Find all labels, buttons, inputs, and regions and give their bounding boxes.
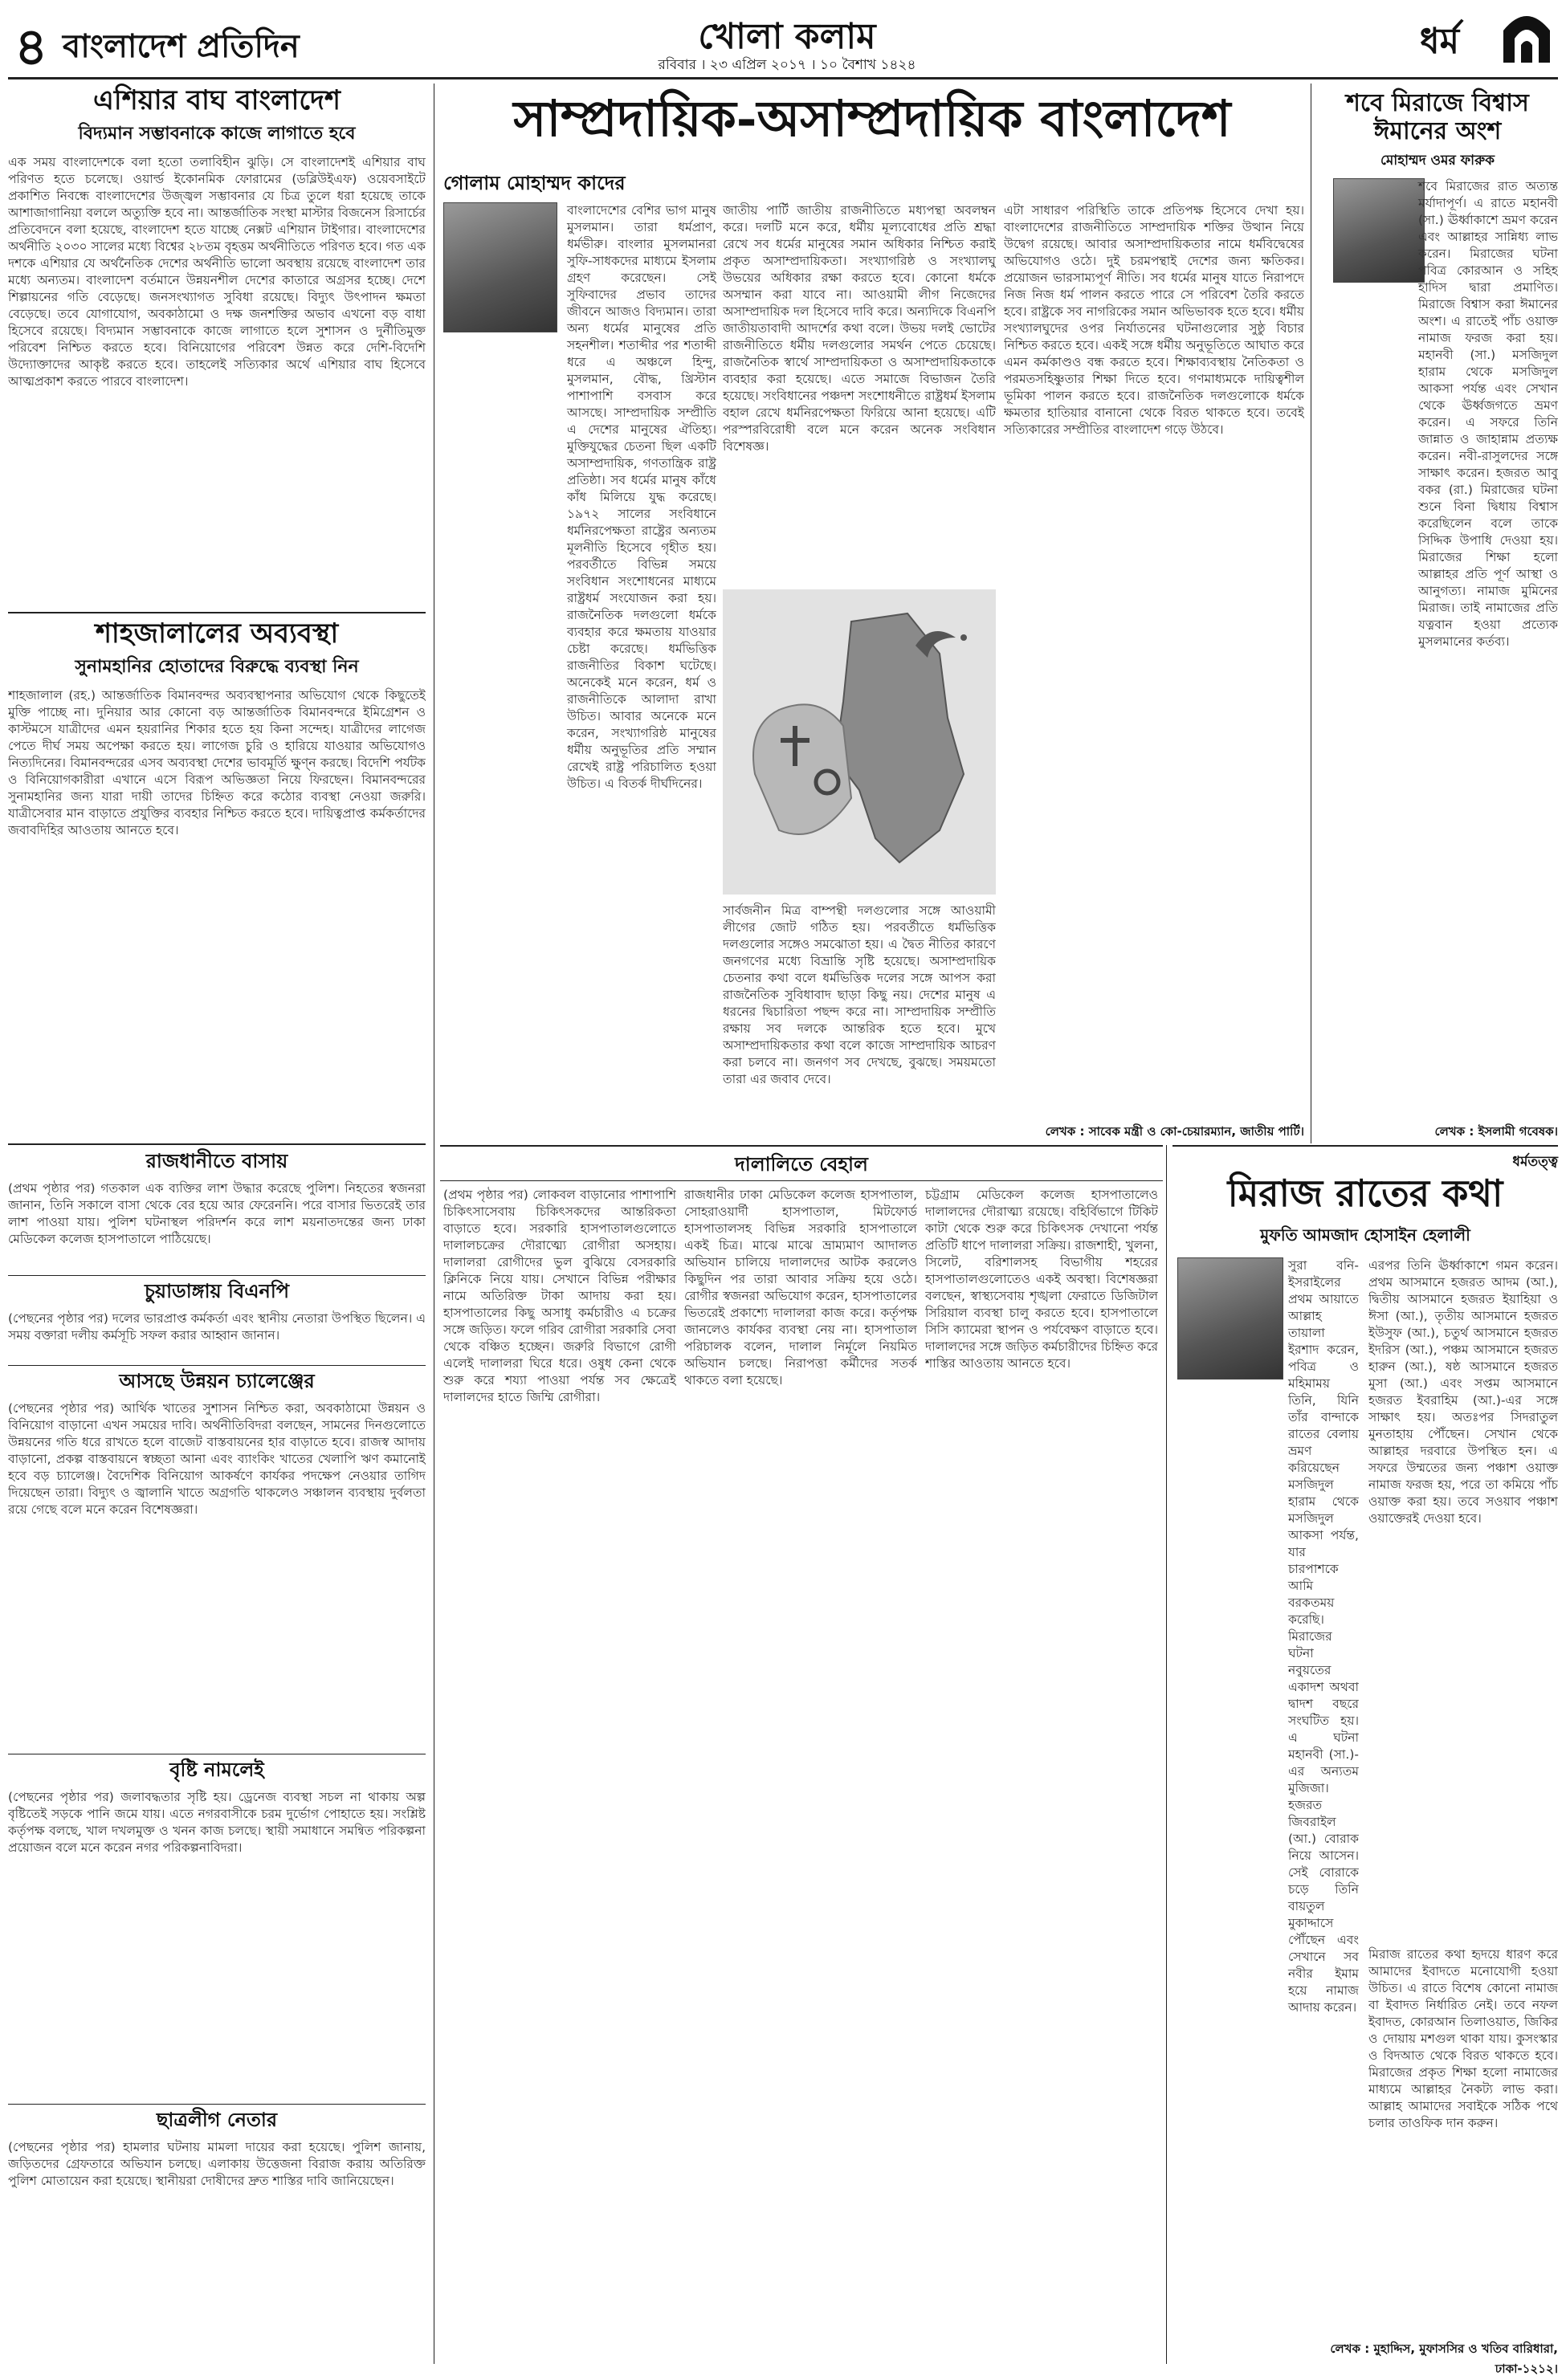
article-title: এশিয়ার বাঘ বাংলাদেশ (92, 84, 341, 116)
article-subtitle: বিদ্যমান সম্ভাবনাকে কাজে লাগাতে হবে (78, 123, 356, 145)
article-body: শবে মিরাজের রাত অত্যন্ত মর্যাদাপূর্ণ। এ রাতে মহানবী (সা.) ঊর্ধ্বাকাশে ভ্রমণ করেন এবং আল্লাহর সান্নিধ্য লাভ করেন। মিরাজের ঘটনা পবিত্র কোরআন ও সহিহ হাদিস দ্বারা প্রমাণিত। মিরাজে বিশ্বাস করা ঈমানের অংশ। এ রাতেই পাঁচ ওয়াক্ত নামাজ ফরজ করা হয়। মহানবী (সা.) মসজিদুল হারাম থেকে মসজিদুল আকসা পর্যন্ত এবং সেখান থেকে ঊর্ধ্বজগতে ভ্রমণ করেন। এ সফরে তিনি জান্নাত ও জাহান্নাম প্রত্যক্ষ করেন। নবী-রাসুলদের সঙ্গে সাক্ষাৎ করেন। হজরত আবু বকর (রা.) মিরাজের ঘটনা শুনে বিনা দ্বিধায় বিশ্বাস করেছিলেন বলে তাকে সিদ্দিক উপাধি দেওয়া হয়। মিরাজের শিক্ষা হলো আল্লাহর প্রতি পূর্ণ আস্থা ও আনুগত্য। নামাজ মুমিনের মিরাজ। তাই নামাজের প্রতি যত্নবান হওয়া প্রত্যেক মুসলমানের কর্তব্য। (1418, 179, 1558, 649)
article-subtitle: সুনামহানির হোতাদের বিরুদ্ধে ব্যবস্থা নিন (75, 656, 359, 678)
article-body: এরপর তিনি ঊর্ধ্বাকাশে গমন করেন। প্রথম আসমানে হজরত আদম (আ.), দ্বিতীয় আসমানে হজরত ইয়াহিয়া ও ঈসা (আ.), তৃতীয় আসমানে হজরত ইউসুফ (আ.), চতুর্থ আসমানে হজরত ইদরিস (আ.), পঞ্চম আসমানে হজরত হারুন (আ.), ষষ্ঠ আসমানে হজরত মুসা (আ.) এবং সপ্তম আসমানে হজরত ইবরাহিম (আ.)-এর সঙ্গে সাক্ষাৎ হয়। অতঃপর সিদরাতুল মুনতাহায় পৌঁছেন। সেখান থেকে আল্লাহর দরবারে উপস্থিত হন। এ সফরে উম্মতের জন্য পঞ্চাশ ওয়াক্ত নামাজ ফরজ হয়, পরে তা কমিয়ে পাঁচ ওয়াক্ত করা হয়। তবে সওয়াব পঞ্চাশ ওয়াক্তেরই দেওয়া হবে। (1368, 1258, 1558, 1526)
news-body: (পেছনের পৃষ্ঠার পর) আর্থিক খাতের সুশাসন নিশ্চিত করা, অবকাঠামো উন্নয়ন ও বিনিয়োগ বাড়ানো এখন সময়ের দাবি। অর্থনীতিবিদরা বলছেন, সামনের দিনগুলোতে উন্নয়নের গতি ধরে রাখতে হলে বাজেট বাস্তবায়নের হার বাড়াতে হবে। রাজস্ব আদায় বাড়ানো, প্রকল্প বাস্তবায়নে স্বচ্ছতা আনা এবং ব্যাংকিং খাতের খেলাপি ঋণ কমানোই হবে বড় চ্যালেঞ্জ। বৈদেশিক বিনিয়োগ আকর্ষণে কার্যকর পদক্ষেপ নেওয়ার তাগিদ দিয়েছেন তারা। বিদ্যুৎ ও জ্বালানি খাতে অগ্রগতি থাকলেও সঞ্চালন ব্যবস্থায় দুর্বলতা রয়ে গেছে বলে মনে করেন বিশেষজ্ঞরা। (8, 1401, 426, 1517)
article-body: মিরাজ রাতের কথা হৃদয়ে ধারণ করে আমাদের ইবাদতে মনোযোগী হওয়া উচিত। এ রাতে বিশেষ কোনো নামাজ বা ইবাদত নির্ধারিত নেই। তবে নফল ইবাদত, কোরআন তিলাওয়াত, জিকির ও দোয়ায় মশগুল থাকা যায়। কুসংস্কার ও বিদআত থেকে বিরত থাকতে হবে। মিরাজের প্রকৃত শিক্ষা হলো নামাজের মাধ্যমে আল্লাহর নৈকট্য লাভ করা। আল্লাহ আমাদের সবাইকে সঠিক পথে চলার তাওফিক দান করুন। (1368, 1947, 1558, 2130)
news-body: (পেছনের পৃষ্ঠার পর) হামলার ঘটনায় মামলা দায়ের করা হয়েছে। পুলিশ জানায়, জড়িতদের গ্রেফতারে অভিযান চলছে। এলাকায় উত্তেজনা বিরাজ করায় অতিরিক্ত পুলিশ মোতায়েন করা হয়েছে। স্থানীয়রা দোষীদের দ্রুত শাস্তির দাবি জানিয়েছেন। (8, 2140, 426, 2188)
illustration (723, 589, 996, 895)
news-body: (প্রথম পৃষ্ঠার পর) লোকবল বাড়ানোর পাশাপাশি চিকিৎসাসেবায় চিকিৎসকদের আন্তরিকতা বাড়াতে হবে। সরকারি হাসপাতালগুলোতে দালালচক্রের দৌরাত্ম্যে রোগীরা অসহায়। দালালরা রোগীদের ভুল বুঝিয়ে বেসরকারি ক্লিনিকে নিয়ে যায়। সেখানে বিভিন্ন পরীক্ষার নামে অতিরিক্ত টাকা আদায় করা হয়। হাসপাতালের কিছু অসাধু কর্মচারীও এ চক্রের সঙ্গে জড়িত। ফলে গরিব রোগীরা সরকারি সেবা থেকে বঞ্চিত হচ্ছেন। জরুরি বিভাগে রোগী এলেই দালালরা ঘিরে ধরে। ওষুধ কেনা থেকে শুরু করে শয্যা পাওয়া পর্যন্ত সব ক্ষেত্রেই দালালদের হাতে জিম্মি রোগীরা। (443, 1188, 676, 1404)
news-title: দালালিতে বেহাল (735, 1152, 868, 1176)
news-title: চুয়াডাঙ্গায় বিএনপি (144, 1279, 289, 1302)
news-title: রাজধানীতে বাসায় (145, 1149, 288, 1172)
article-body: শাহজালাল (রহ.) আন্তর্জাতিক বিমানবন্দর অব্যবস্থাপনার অভিযোগ থেকে কিছুতেই মুক্তি পাচ্ছে না। দুনিয়ার আর কোনো বড় আন্তর্জাতিক বিমানবন্দরে ইমিগ্রেশন ও কাস্টমসে যাত্রীদের এমন হয়রানির শিকার হতে হয় কিনা সন্দেহ। যাত্রীদের লাগেজ পেতে দীর্ঘ সময় অপেক্ষা করতে হয়। লাগেজ চুরি ও হারিয়ে যাওয়ার অভিযোগও নিত্যদিনের। বিমানবন্দরের এসব অব্যবস্থা দেশের ভাবমূর্তি ক্ষুণ্ন করছে। বিদেশি পর্যটক ও বিনিয়োগকারীরা এখানে এসে বিরূপ অভিজ্ঞতা নিয়ে ফিরছেন। বিমানবন্দরের সুনামহানির জন্য যারা দায়ী তাদের চিহ্নিত করে কঠোর ব্যবস্থা নেওয়া জরুরি। যাত্রীসেবার মান বাড়াতে প্রযুক্তির ব্যবহার নিশ্চিত করতে হবে। দায়িত্বপ্রাপ্ত কর্মকর্তাদের জবাবদিহির আওতায় আনতে হবে। (8, 688, 426, 837)
author-byline: মোহাম্মদ ওমর ফারুক (1380, 153, 1495, 169)
news-body: (প্রথম পৃষ্ঠার পর) গতকাল এক ব্যক্তির লাশ উদ্ধার করেছে পুলিশ। নিহতের স্বজনরা জানান, তিনি সকালে বাসা থেকে বের হয়ে আর ফেরেননি। পরে বাসার ভিতরেই তার লাশ পাওয়া যায়। পুলিশ ঘটনাস্থল পরিদর্শন করে লাশ ময়নাতদন্তের জন্য ঢাকা মেডিকেল কলেজ হাসপাতালে পাঠিয়েছে। (8, 1181, 426, 1246)
right-section-title: ধর্ম (1420, 21, 1460, 62)
news-title: ছাত্রলীগ নেতার (156, 2108, 278, 2131)
news-body: চট্টগ্রাম মেডিকেল কলেজ হাসপাতালেও দালালদের দৌরাত্ম্য রয়েছে। বহির্বিভাগে টিকিট কাটা থেকে শুরু করে চিকিৎসক দেখানো পর্যন্ত প্রতিটি ধাপে দালালরা সক্রিয়। রাজশাহী, খুলনা, সিলেট, বরিশালসহ বিভাগীয় শহরের হাসপাতালগুলোতেও একই অবস্থা। বিশেষজ্ঞরা বলছেন, স্বাস্থ্যসেবায় শৃঙ্খলা ফেরাতে ডিজিটাল সিরিয়াল ব্যবস্থা চালু করতে হবে। হাসপাতালে সিসি ক্যামেরা স্থাপন ও পর্যবেক্ষণ বাড়াতে হবে। দালালদের সঙ্গে জড়িত কর্মচারীদের চিহ্নিত করে শাস্তির আওতায় আনতে হবে। (925, 1188, 1158, 1371)
author-note: লেখক : সাবেক মন্ত্রী ও কো-চেয়ারম্যান, জাতীয় পার্টি। (1045, 1124, 1304, 1139)
article-title: শাহজালালের অব্যবস্থা (95, 617, 339, 650)
news-body: রাজধানীর ঢাকা মেডিকেল কলেজ হাসপাতাল, সোহরাওয়ার্দী হাসপাতাল, মিটফোর্ড হাসপাতালসহ বিভিন্ন সরকারি হাসপাতালে একই চিত্র। মাঝে মাঝে ভ্রাম্যমাণ আদালত অভিযান চালিয়ে দালালদের আটক করলেও কিছুদিন পর তারা আবার সক্রিয় হয়ে ওঠে। রোগীর স্বজনরা অভিযোগ করেন, হাসপাতালের ভিতরেই প্রকাশ্যে দালালরা কাজ করে। কর্তৃপক্ষ জানলেও কার্যকর ব্যবস্থা নেয় না। হাসপাতাল পরিচালক বলেন, দালাল নির্মূলে নিয়মিত অভিযান চলছে। নিরাপত্তা কর্মীদের সতর্ক থাকতে বলা হয়েছে। (684, 1188, 917, 1388)
mosque-icon (1500, 6, 1553, 64)
article-body: বাংলাদেশের বেশির ভাগ মানুষ মুসলমান। তারা ধর্মপ্রাণ, ধর্মভীরু। বাংলার মুসলমানরা সুফি-সাধকদের মাধ্যমে ইসলাম গ্রহণ করেছেন। সেই সুফিবাদের প্রভাব তাদের জীবনে আজও বিদ্যমান। তারা অন্য ধর্মের মানুষের প্রতি সহনশীল। শতাব্দীর পর শতাব্দী ধরে এ অঞ্চলে হিন্দু, মুসলমান, বৌদ্ধ, খ্রিস্টান পাশাপাশি বসবাস করে আসছে। সাম্প্রদায়িক সম্প্রীতি এ দেশের মানুষের ঐতিহ্য। মুক্তিযুদ্ধের চেতনা ছিল একটি অসাম্প্রদায়িক, গণতান্ত্রিক রাষ্ট্র প্রতিষ্ঠা। সব ধর্মের মানুষ কাঁধে কাঁধ মিলিয়ে যুদ্ধ করেছে। ১৯৭২ সালের সংবিধানে ধর্মনিরপেক্ষতা রাষ্ট্রের অন্যতম মূলনীতি হিসেবে গৃহীত হয়। পরবর্তীতে বিভিন্ন সময়ে সংবিধান সংশোধনের মাধ্যমে রাষ্ট্রধর্ম সংযোজন করা হয়। রাজনৈতিক দলগুলো ধর্মকে ব্যবহার করে ক্ষমতায় যাওয়ার চেষ্টা করেছে। ধর্মভিত্তিক রাজনীতির বিকাশ ঘটেছে। অনেকেই মনে করেন, ধর্ম ও রাজনীতিকে আলাদা রাখা উচিত। আবার অনেকে মনে করেন, সংখ্যাগরিষ্ঠ মানুষের ধর্মীয় অনুভূতির প্রতি সম্মান রেখেই রাষ্ট্র পরিচালিত হওয়া উচিত। এ বিতর্ক দীর্ঘদিনের। (567, 203, 716, 791)
news-body: (পেছনের পৃষ্ঠার পর) দলের ভারপ্রাপ্ত কর্মকর্তা এবং স্থানীয় নেতারা উপস্থিত ছিলেন। এ সময় বক্তারা দলীয় কর্মসূচি সফল করার আহ্বান জানান। (8, 1311, 426, 1343)
article-title: শবে মিরাজে বিশ্বাস ঈমানের অংশ (1346, 89, 1529, 145)
page-number: ৪ (14, 17, 48, 77)
article-title: মিরাজ রাতের কথা (1227, 1172, 1503, 1215)
news-body: (পেছনের পৃষ্ঠার পর) জলাবদ্ধতার সৃষ্টি হয়। ড্রেনেজ ব্যবস্থা সচল না থাকায় অল্প বৃষ্টিতেই সড়কে পানি জমে যায়। এতে নগরবাসীকে চরম দুর্ভোগ পোহাতে হয়। সংশ্লিষ্ট কর্তৃপক্ষ বলছে, খাল দখলমুক্ত ও খনন কাজ চলছে। স্থায়ী সমাধানে সমন্বিত পরিকল্পনা প্রয়োজন বলে মনে করেন নগর পরিকল্পনাবিদরা। (8, 1790, 426, 1855)
main-headline: সাম্প্রদায়িক-অসাম্প্রদায়িক বাংলাদেশ (513, 89, 1231, 148)
article-body: জাতীয় পার্টি জাতীয় রাজনীতিতে মধ্যপন্থা অবলম্বন করে। দলটি মনে করে, ধর্মীয় মূল্যবোধের প্রতি শ্রদ্ধা রেখে সব ধর্মের মানুষের সমান অধিকার নিশ্চিত করাই প্রকৃত অসাম্প্রদায়িকতা। সংখ্যাগরিষ্ঠ ও সংখ্যালঘু উভয়ের অধিকার রক্ষা করতে হবে। কোনো ধর্মকে অসম্মান করা যাবে না। আওয়ামী লীগ নিজেদের অসাম্প্রদায়িক দল হিসেবে দাবি করে। অন্যদিকে বিএনপি জাতীয়তাবাদী আদর্শের কথা বলে। উভয় দলই ভোটের রাজনীতিতে ধর্মীয় দলগুলোর সমর্থন পেতে চেয়েছে। রাজনৈতিক স্বার্থে সাম্প্রদায়িকতা ও অসাম্প্রদায়িকতাকে ব্যবহার করা হয়েছে। এতে সমাজে বিভাজন তৈরি হয়েছে। সংবিধানের পঞ্চদশ সংশোধনীতে রাষ্ট্রধর্ম ইসলাম বহাল রেখে ধর্মনিরপেক্ষতা ফিরিয়ে আনা হয়েছে। এটি পরস্পরবিরোধী বলে মনে করেন অনেক সংবিধান বিশেষজ্ঞ। (723, 203, 996, 454)
author-note: লেখক : ইসলামী গবেষক। (1434, 1124, 1558, 1139)
article-body: সার্বজনীন মিত্র বাম্পন্থী দলগুলোর সঙ্গে আওয়ামী লীগের জোট গঠিত হয়। পরবর্তীতে ধর্মভিত্তিক দলগুলোর সঙ্গেও সমঝোতা হয়। এ দ্বৈত নীতির কারণে জনগণের মধ্যে বিভ্রান্তি সৃষ্টি হয়েছে। অসাম্প্রদায়িক চেতনার কথা বলে ধর্মভিত্তিক দলের সঙ্গে আপস করা রাজনৈতিক সুবিধাবাদ ছাড়া কিছু নয়। দেশের মানুষ এ ধরনের দ্বিচারিতা পছন্দ করে না। সাম্প্রদায়িক সম্প্রীতি রক্ষায় সব দলকে আন্তরিক হতে হবে। মুখে অসাম্প্রদায়িকতার কথা বলে কাজে সাম্প্রদায়িক আচরণ করা চলবে না। জনগণ সব দেখছে, বুঝছে। সময়মতো তারা এর জবাব দেবে। (723, 903, 996, 1086)
news-title: আসছে উন্নয়ন চ্যালেঞ্জের (119, 1369, 315, 1392)
article-body: এক সময় বাংলাদেশকে বলা হতো তলাবিহীন ঝুড়ি। সে বাংলাদেশই এশিয়ার বাঘ পরিণত হতে চলেছে। ওয়ার্ল্ড ইকোনমিক ফোরামের (ডব্লিউইএফ) ওয়েবসাইটে প্রকাশিত নিবন্ধে বাংলাদেশের উজ্জ্বল সম্ভাবনার যে চিত্র তুলে ধরা হয়েছে তাকে আশাজাগানিয়া বললে অত্যুক্তি হবে না। আন্তর্জাতিক সংস্থা মাস্টার বিজনেস রিসার্চের প্রতিবেদনে বলা হয়েছে, বাংলাদেশ হতে যাচ্ছে নেক্সট এশিয়ান টাইগার। বাংলাদেশের অর্থনীতি ২০৩০ সালের মধ্যে বিশ্বের ২৮তম বৃহত্তম অর্থনীতিতে পরিণত হবে। গত এক দশকে এশিয়ার যে অর্থনৈতিক দেশের অর্থনীতি ভালো অবস্থায় রয়েছে বাংলাদেশ তার মধ্যে অন্যতম। বাংলাদেশ বর্তমানে উন্নয়নশীল দেশের কাতারে অগ্রসর হচ্ছে। দেশে শিল্পায়নের গতি বেড়েছে। জনসংখ্যাগত সুবিধা রয়েছে। বিদ্যুৎ উৎপাদন ক্ষমতা বেড়েছে। তবে যোগাযোগ, অবকাঠামো ও দক্ষ জনশক্তির অভাব এখনো বড় বাধা হিসেবে রয়েছে। বিদ্যমান সম্ভাবনাকে কাজে লাগাতে হলে সুশাসন ও দুর্নীতিমুক্ত পরিবেশ নিশ্চিত করতে হবে। বিনিয়োগের পরিবেশ উন্নত করে দেশি-বিদেশি উদ্যোক্তাদের আকৃষ্ট করতে হবে। তাহলেই সত্যিকার অর্থে এশিয়ার বাঘ হিসেবে আত্মপ্রকাশ করতে পারবে বাংলাদেশ। (8, 155, 426, 389)
article-body: এটা সাধারণ পরিস্থিতি তাকে প্রতিপক্ষ হিসেবে দেখা হয়। বাংলাদেশের রাজনীতিতে সাম্প্রদায়িক শক্তির উত্থান নিয়ে উদ্বেগ রয়েছে। আবার অসাম্প্রদায়িকতার নামে ধর্মবিদ্বেষের অভিযোগও ওঠে। দুই চরমপন্থাই দেশের জন্য ক্ষতিকর। প্রয়োজন ভারসাম্যপূর্ণ নীতি। সব ধর্মের মানুষ যাতে নিরাপদে নিজ নিজ ধর্ম পালন করতে পারে সে পরিবেশ তৈরি করতে হবে। রাষ্ট্রকে সব নাগরিকের সমান অভিভাবক হতে হবে। ধর্মীয় সংখ্যালঘুদের ওপর নির্যাতনের ঘটনাগুলোর সুষ্ঠু বিচার নিশ্চিত করতে হবে। একই সঙ্গে ধর্মীয় অনুভূতিতে আঘাত করে এমন কর্মকাণ্ডও বন্ধ করতে হবে। শিক্ষাব্যবস্থায় নৈতিকতা ও পরমতসহিষ্ণুতার শিক্ষা দিতে হবে। গণমাধ্যমকে দায়িত্বশীল ভূমিকা পালন করতে হবে। রাজনৈতিক দলগুলোকে ধর্মকে ক্ষমতার হাতিয়ার বানানো থেকে বিরত থাকতে হবে। তবেই সত্যিকারের সম্প্রীতির বাংলাদেশ গড়ে উঠবে। (1004, 203, 1304, 437)
article-body: সুরা বনি-ইসরাইলের প্রথম আয়াতে আল্লাহ তায়ালা ইরশাদ করেন, পবিত্র ও মহিমাময় তিনি, যিনি তাঁর বান্দাকে রাতের বেলায় ভ্রমণ করিয়েছেন মসজিদুল হারাম থেকে মসজিদুল আকসা পর্যন্ত, যার চারপাশকে আমি বরকতময় করেছি। মিরাজের ঘটনা নবুয়তের একাদশ অথবা দ্বাদশ বছরে সংঘটিত হয়। এ ঘটনা মহানবী (সা.)-এর অন্যতম মুজিজা। হজরত জিবরাইল (আ.) বোরাক নিয়ে আসেন। সেই বোরাকে চড়ে তিনি বায়তুল মুকাদ্দাসে পৌঁছেন এবং সেখানে সব নবীর ইমাম হয়ে নামাজ আদায় করেন। (1288, 1258, 1359, 2015)
section-title: খোলা কলাম (698, 16, 876, 57)
author-byline: মুফতি আমজাদ হোসাইন হেলালী (1260, 1225, 1470, 1245)
news-title: বৃষ্টি নামলেই (169, 1758, 264, 1781)
author-note: লেখক : মুহাদ্দিস, মুফাসসির ও খতিব বারিধারা, ঢাকা-১২১২। (1330, 2341, 1558, 2376)
author-byline: গোলাম মোহাম্মদ কাদের (443, 171, 626, 194)
date-line: রবিবার । ২৩ এপ্রিল ২০১৭ । ১০ বৈশাখ ১৪২৪ (658, 57, 916, 73)
paper-name: বাংলাদেশ প্রতিদিন (63, 27, 300, 65)
kicker: ধর্মতত্ত্ব (1512, 1154, 1558, 1170)
